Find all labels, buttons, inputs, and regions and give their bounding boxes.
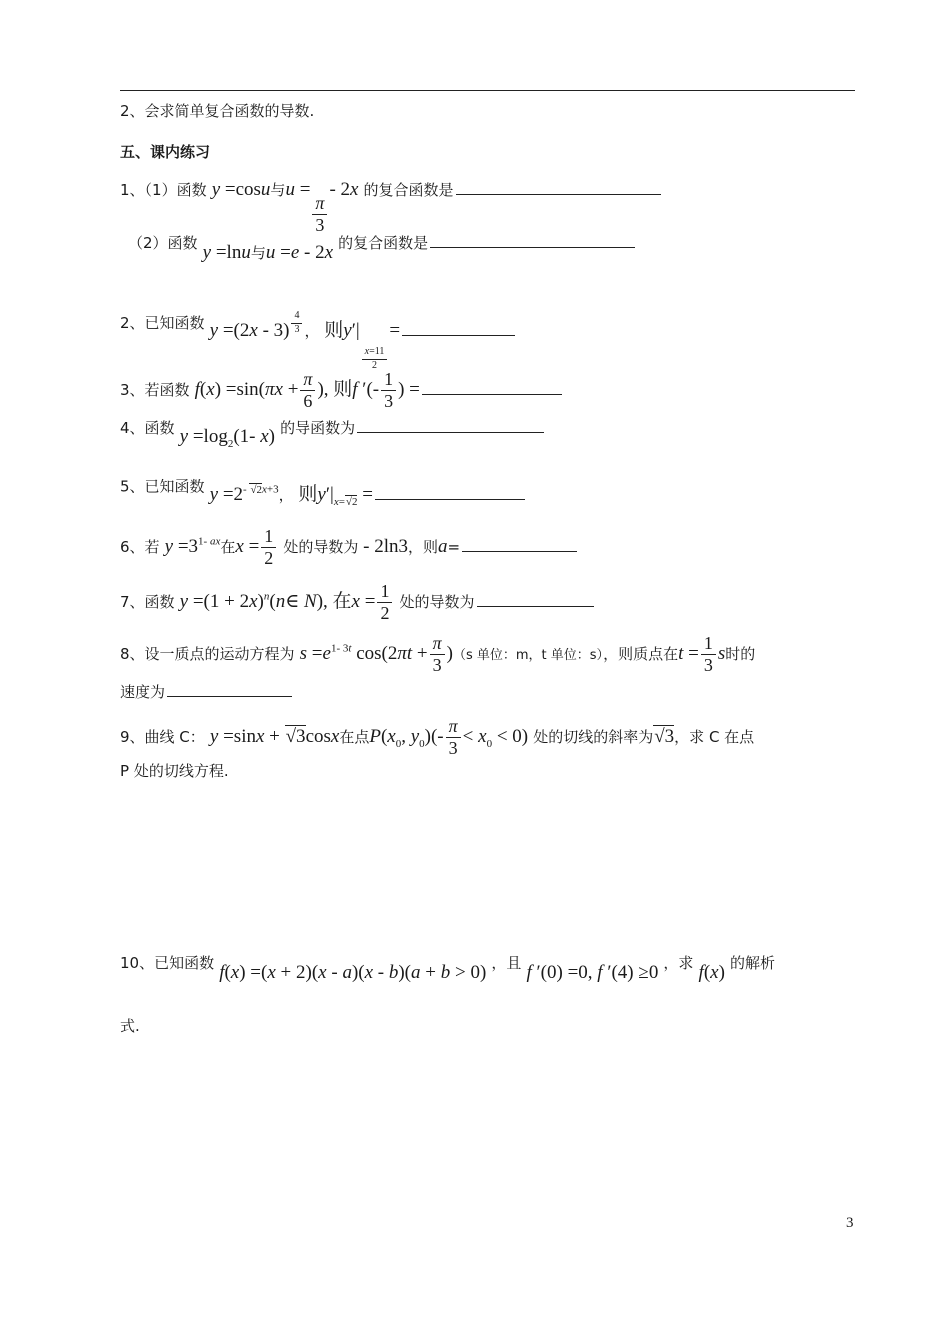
section-title: 五、课内练习 <box>120 143 211 161</box>
q3-answer-blank[interactable] <box>422 393 562 395</box>
q3: 3、若函数 f(x) =sin(πx + $\frac{\pi}{6}$ ), 则f ′(- $\frac{1}{3}$ ) = <box>120 370 562 411</box>
page-number: 3 <box>846 1215 854 1231</box>
q8-line2: 速度为 <box>120 684 292 700</box>
q2-formula: y =(2x - 3) $\frac{4}{3}$ ， 则y′| $\frac{x=11}{2}$ = <box>209 310 401 371</box>
q1-answer-blank-2[interactable] <box>430 246 635 248</box>
top-item: 2、会求简单复合函数的导数. <box>120 102 315 120</box>
q6: 6、若 $y =3^{1- ax}$在x = $\frac{1}{2}$ 处的导数为 - 2ln3，则a= <box>120 527 577 568</box>
q4-formula: $y =\log_2(1-$ x) <box>179 426 275 450</box>
header-rule <box>120 90 855 91</box>
q6-answer-blank[interactable] <box>462 550 577 552</box>
q4-answer-blank[interactable] <box>357 431 544 433</box>
q10-line2: 式. <box>120 1017 140 1035</box>
q5-answer-blank[interactable] <box>375 498 525 500</box>
q6-formula: $y =3^{1- ax}$在x = $\frac{1}{2}$ <box>165 536 279 557</box>
q8-answer-blank[interactable] <box>167 695 292 697</box>
q1-part1: 1、（1）函数 y =cosu与u = $\frac{\pi}{3}$ - 2x 的复合函数是 <box>120 180 661 235</box>
q2-answer-blank[interactable] <box>402 334 515 336</box>
q5: 5、已知函数 $y =2^{- √2x+3}$， 则$y'|_{x=√2}$ = <box>120 476 525 499</box>
q9-line2: P 处的切线方程. <box>120 762 229 780</box>
q1-answer-blank-1[interactable] <box>456 193 661 195</box>
q7-answer-blank[interactable] <box>477 605 594 607</box>
q7-formula: $y =(1 + 2x)^n(n\in$ N), 在x = $\frac{1}{2}$ <box>180 591 395 612</box>
q1-formula-2: y =lnu与u =e - 2x <box>202 242 334 263</box>
q10: 10、已知函数 f(x) =(x + 2)(x - a)(x - b)(a + b > 0) ，且 f ′(0) =0, f ′(4) ≥0 ，求 f(x) 的解析 <box>120 954 776 983</box>
q1-part2: （2）函数 y =lnu与u =e - 2x 的复合函数是 <box>128 233 635 252</box>
q8: 8、设一质点的运动方程为 $s =e^{1- 3t}$ cos(2πt + $\frac{\pi}{3}$ )（s 单位：m，t 单位：s），则质点在t = $\frac{1}{3}$ s时的 <box>120 633 756 675</box>
q10-formula: f(x) =(x + 2)(x - a)(x - b)(a + b > 0) <box>219 962 487 983</box>
q7: 7、函数 $y =(1 + 2x)^n(n\in$ N), 在x = $\frac{1}{2}$ 处的导数为 <box>120 582 594 623</box>
q9-formula: y =sinx + √3cosx在点$P(x_0$, $y_0)(-$ $\frac{\pi}{3}$ < $x_0 < 0$) <box>209 716 529 758</box>
q1-formula-1: y =cosu与u = $\frac{\pi}{3}$ - 2x <box>211 179 359 235</box>
q5-formula: $y =2^{- √2x+3}$， 则$y'|_{x=√2}$ = <box>209 484 373 509</box>
q8-formula: $s =e^{1- 3t}$ cos(2πt + $\frac{\pi}{3}$ ) <box>299 633 453 675</box>
q2: 2、已知函数 y =(2x - 3) $\frac{4}{3}$ ， 则y′| $\frac{x=11}{2}$ = <box>120 303 515 363</box>
q9: 9、曲线 C： y =sinx + √3cosx在点$P(x_0$, $y_0)(-$ $\frac{\pi}{3}$ < $x_0 < 0$) 处的切线的斜率为√3，求 C 在点 <box>120 716 755 758</box>
q4: 4、函数 $y =\log_2(1-$ x) 的导函数为 <box>120 418 544 441</box>
q3-formula: f(x) =sin(πx + $\frac{\pi}{6}$ ), 则f ′(- $\frac{1}{3}$ ) = <box>194 369 420 411</box>
